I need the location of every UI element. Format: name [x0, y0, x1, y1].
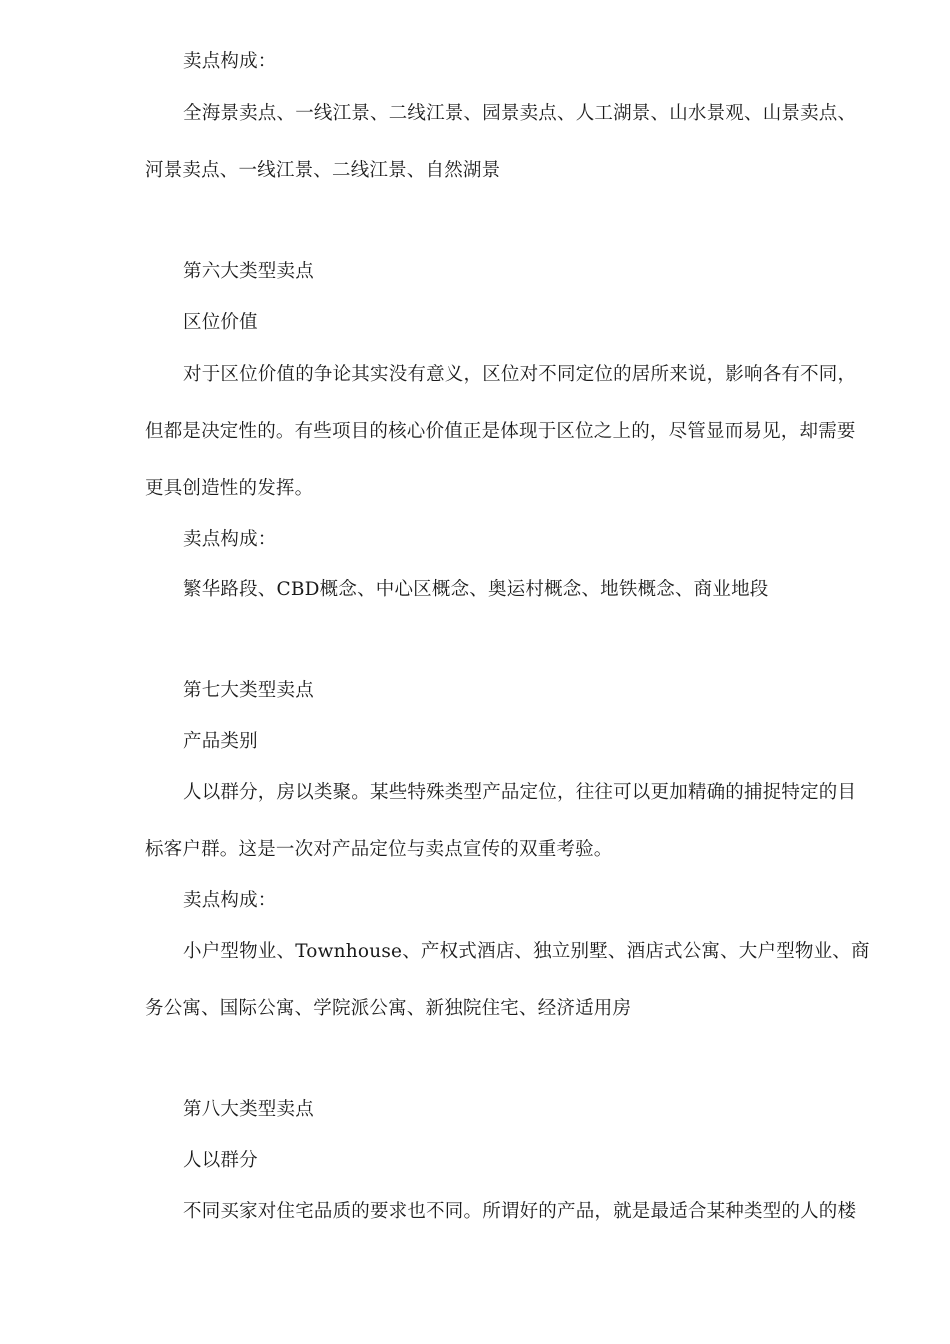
- section-heading-7: 第七大类型卖点: [183, 680, 314, 701]
- section-subtitle-audience: 人以群分: [183, 1150, 258, 1171]
- paragraph-line: 河景卖点、一线江景、二线江景、自然湖景: [145, 160, 501, 181]
- section-subtitle-product: 产品类别: [183, 731, 258, 752]
- paragraph-line: 全海景卖点、一线江景、二线江景、园景卖点、人工湖景、山水景观、山景卖点、: [183, 103, 857, 124]
- selling-points-label: 卖点构成：: [183, 51, 277, 72]
- section-heading-8: 第八大类型卖点: [183, 1099, 314, 1120]
- paragraph-line: 繁华路段、CBD概念、中心区概念、奥运村概念、地铁概念、商业地段: [183, 579, 769, 600]
- selling-points-label: 卖点构成：: [183, 529, 277, 550]
- section-subtitle-location: 区位价值: [183, 312, 258, 333]
- section-heading-6: 第六大类型卖点: [183, 261, 314, 282]
- paragraph-line: 务公寓、国际公寓、学院派公寓、新独院住宅、经济适用房: [145, 998, 632, 1019]
- paragraph-line: 但都是决定性的。有些项目的核心价值正是体现于区位之上的，尽管显而易见，却需要: [145, 421, 856, 442]
- paragraph-line: 不同买家对住宅品质的要求也不同。所谓好的产品，就是最适合某种类型的人的楼: [183, 1201, 857, 1222]
- paragraph-line: 人以群分，房以类聚。某些特殊类型产品定位，往往可以更加精确的捕捉特定的目: [183, 782, 857, 803]
- paragraph-line: 对于区位价值的争论其实没有意义，区位对不同定位的居所来说，影响各有不同，: [183, 364, 857, 385]
- selling-points-label: 卖点构成：: [183, 890, 277, 911]
- paragraph-line: 小户型物业、Townhouse、产权式酒店、独立别墅、酒店式公寓、大户型物业、商: [183, 941, 870, 962]
- paragraph-line: 标客户群。这是一次对产品定位与卖点宣传的双重考验。: [145, 839, 613, 860]
- paragraph-line: 更具创造性的发挥。: [145, 478, 314, 499]
